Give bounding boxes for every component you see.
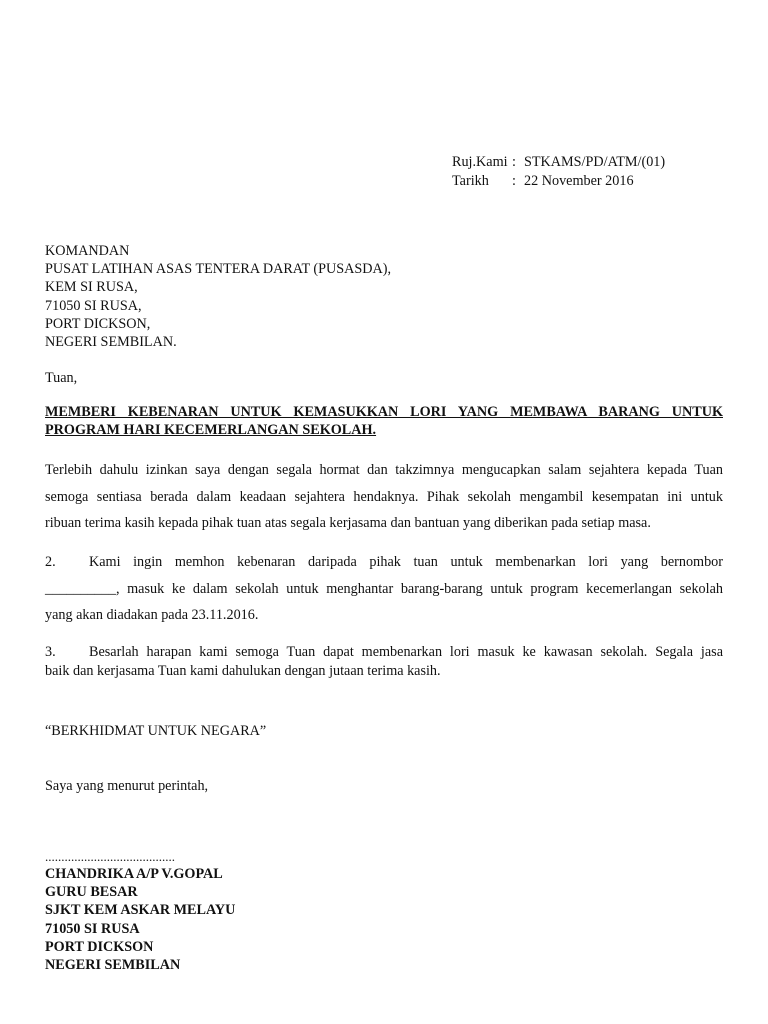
paragraph-3 <box>45 643 723 680</box>
signer-block <box>45 865 235 974</box>
signer-line: SJKT KEM ASKAR MELAYU <box>45 902 236 919</box>
paragraph-line: yang akan diadakan pada 23.11.2016. <box>45 607 259 623</box>
paragraph-number: 3. <box>45 644 56 660</box>
paragraph-line: __________, masuk ke dalam sekolah untuk menghantar barang-barang untuk program kecemerlangan sekolah <box>45 580 723 597</box>
motto: “BERKHIDMAT UNTUK NEGARA” <box>45 723 267 739</box>
date-value: 22 November 2016 <box>524 173 634 189</box>
date-row <box>452 172 665 191</box>
reference-separator: : <box>512 154 516 170</box>
reference-block <box>452 153 665 191</box>
paragraph-line: semoga sentiasa berada dalam keadaan sejahtera hendaknya. Pihak sekolah mengambil kesempatan ini untuk <box>45 488 723 505</box>
signer-line: NEGERI SEMBILAN <box>45 957 181 974</box>
recipient-line: PORT DICKSON, <box>45 315 151 332</box>
paragraph-line: ribuan terima kasih kepada pihak tuan atas segala kerjasama dan bantuan yang diberikan pada setiap masa. <box>45 515 651 531</box>
signer-line: PORT DICKSON <box>45 938 154 955</box>
reference-row <box>452 153 665 172</box>
paragraph-2 <box>45 549 723 629</box>
signer-name: CHANDRIKA A/P V.GOPAL <box>45 866 223 882</box>
paragraph-1 <box>45 457 723 537</box>
paragraph-number: 2. <box>45 554 56 570</box>
paragraph-line: baik dan kerjasama Tuan kami dahulukan dengan jutaan terima kasih. <box>45 662 441 679</box>
recipient-line: KEM SI RUSA, <box>45 279 138 296</box>
recipient-line: PUSAT LATIHAN ASAS TENTERA DARAT (PUSASDA), <box>45 261 392 278</box>
recipient-line: KOMANDAN <box>45 243 130 259</box>
paragraph-first-line <box>45 549 723 576</box>
signature-line: ........................................ <box>45 849 175 864</box>
date-label: Tarikh <box>452 173 489 189</box>
recipient-line: 71050 SI RUSA, <box>45 297 142 314</box>
recipient-address <box>45 242 391 351</box>
recipient-line: NEGERI SEMBILAN. <box>45 334 177 351</box>
reference-value: STKAMS/PD/ATM/(01) <box>524 154 666 170</box>
signer-line: 71050 SI RUSA <box>45 920 140 937</box>
reference-label: Ruj.Kami <box>452 154 508 170</box>
paragraph-line-text: Besarlah harapan kami semoga Tuan dapat membenarkan lori masuk ke kawasan sekolah. Segala jasa <box>89 644 723 660</box>
date-separator: : <box>512 173 516 189</box>
paragraph-line-text: Kami ingin memhon kebenaran daripada pihak tuan untuk membenarkan lori yang bernombor <box>89 554 723 570</box>
closing-phrase: Saya yang menurut perintah, <box>45 778 209 794</box>
paragraph-line: Terlebih dahulu izinkan saya dengan segala hormat dan takzimnya mengucapkan salam sejahtera kepada Tuan <box>45 462 723 478</box>
subject-heading <box>45 403 723 439</box>
subject-line: MEMBERI KEBENARAN UNTUK KEMASUKKAN LORI YANG MEMBAWA BARANG UNTUK <box>45 404 723 420</box>
paragraph-first-line <box>45 643 723 662</box>
salutation: Tuan, <box>45 370 78 386</box>
subject-line: PROGRAM HARI KECEMERLANGAN SEKOLAH. <box>45 422 377 438</box>
signer-title: GURU BESAR <box>45 884 138 901</box>
